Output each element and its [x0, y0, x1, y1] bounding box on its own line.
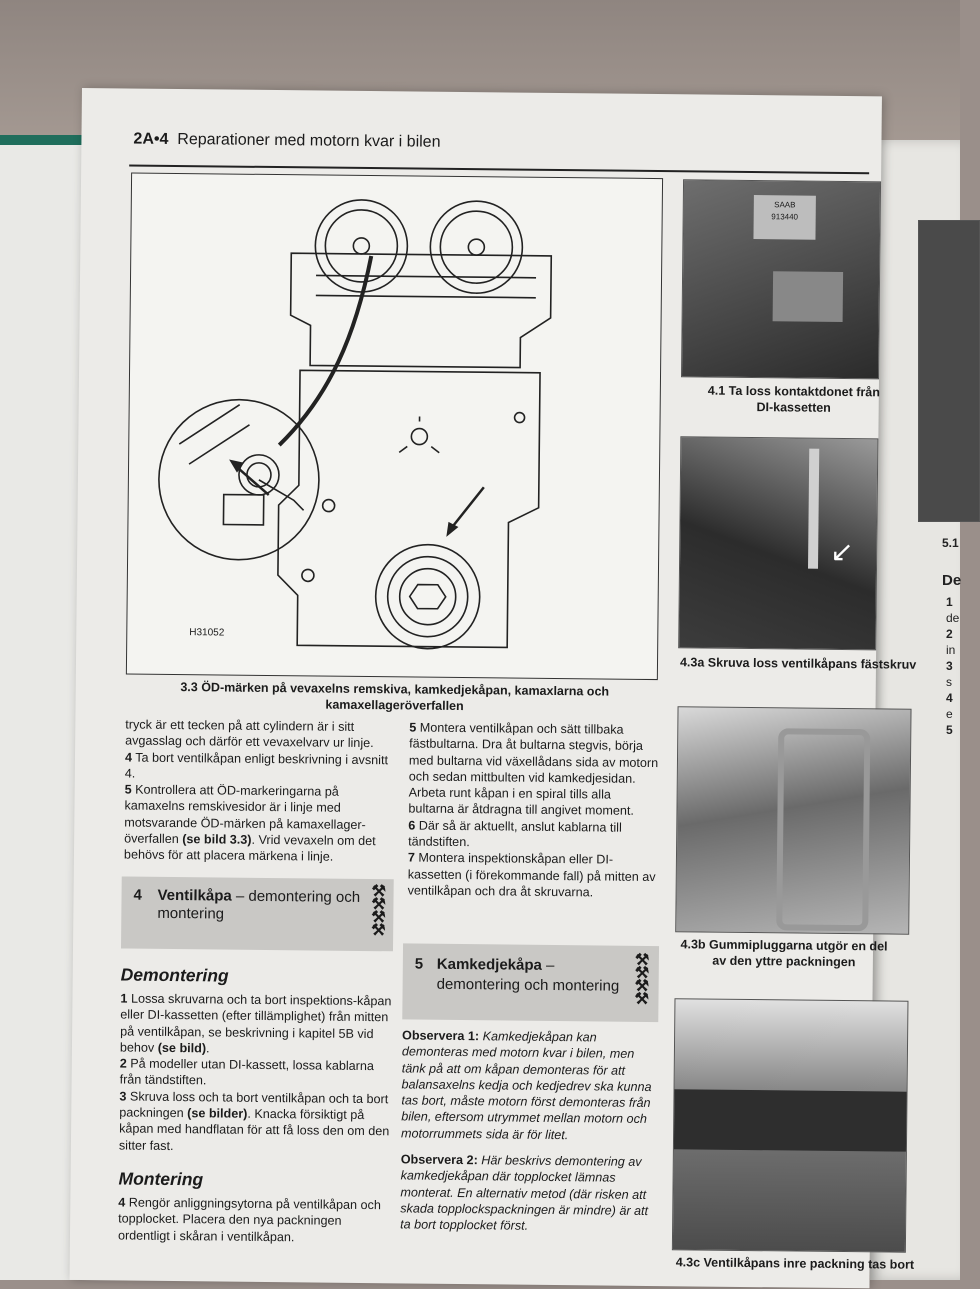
next-page-heading: De — [942, 572, 962, 589]
note-text: Här beskrivs demontering av kamkedjekåpan där topplocket lämnas monterat. En alternativ metod (där risken att skada topplockspackningen är mindre) är att ta bort topplocket först. — [400, 1153, 649, 1234]
step-text: Kontrollera att ÖD-markeringarna på kamaxelns remskivesidor är i linje med motsvarande ÖD-märken på kamaxellager-överfallen — [124, 782, 366, 847]
photo-caption-code: 4.3c — [675, 1255, 701, 1270]
next-page-line: 3 — [946, 659, 953, 673]
step-number: 2 — [119, 1056, 127, 1071]
photo-caption-text: Ventilkåpans inre packning tas bort — [703, 1255, 915, 1272]
paragraph — [120, 990, 393, 1058]
next-page-line: in — [946, 643, 956, 657]
step-number: 1 — [120, 991, 128, 1006]
step-text: På modeller utan DI-kassett, lossa kablarna från tändstiften. — [119, 1056, 374, 1088]
step-number: 3 — [119, 1089, 127, 1104]
figure-caption-line1: ÖD-märken på vevaxelns remskiva, kamkedjekåpan, kamaxlarna och — [201, 680, 610, 699]
section-4-heading — [121, 876, 394, 951]
step-number: 4 — [118, 1195, 126, 1210]
photo-caption-code: 4.3b — [680, 937, 706, 952]
subheading-demontering: Demontering — [120, 964, 229, 986]
page-header — [133, 131, 440, 152]
engine-diagram — [126, 173, 663, 681]
step-text: Montera ventilkåpan och sätt tillbaka fästbultarna. Dra åt bultarna stegvis, börja med bultarna vid växellådans sida av motorn och sedan mittbulten vid kamkedjesidan. Arbeta runt kåpan i en spiral tills alla bultarna är åtdragna till angivet moment. — [408, 720, 659, 819]
figure-code: H31052 — [189, 627, 225, 639]
photo-caption-code: 4.1 — [707, 383, 726, 398]
note-text: Kamkedjekåpan kan demonteras med motorn kvar i bilen, men tänk på att om kåpan demonteras för att balansaxelns kedja och kedjedrev ska kunna tas bort, måste motorn först demonteras från bilen, eftersom utrymmet mellan motorn och motorrummets sida är för litet. — [400, 1029, 652, 1142]
photo-caption-text: Skruva loss ventilkåpans fästskruv — [707, 655, 917, 672]
step-text: Där så är aktuellt, anslut kablarna till tändstiften. — [408, 818, 622, 850]
manual-page — [70, 88, 917, 1288]
figure-caption — [129, 679, 659, 717]
step-number: 7 — [407, 850, 416, 865]
connector — [773, 271, 844, 322]
next-page-line: 2 — [946, 627, 953, 641]
paragraph: tryck är ett tecken på att cylindern är i sitt avgasslag och därför ett vevaxelvarv ur linje. — [125, 717, 374, 751]
step-text: Rengör anliggningsytorna på ventilkåpan och topplocket. Placera den nya packningen ordentligt i skåran i ventilkåpan. — [117, 1195, 381, 1244]
next-page-line: de — [946, 611, 960, 625]
photo-caption-4-3a — [679, 654, 917, 672]
engine-drawing — [127, 174, 662, 680]
next-page-line: 5 — [946, 723, 953, 737]
paragraph — [125, 749, 395, 784]
connector-part-number: 913440 — [771, 212, 799, 222]
middle-column-top — [408, 719, 660, 901]
section-title-line2: montering — [157, 904, 225, 923]
next-page-line: 4 — [946, 691, 953, 705]
section-title-rest: – demontering och — [231, 887, 361, 906]
photo-caption-4-3c — [676, 1254, 916, 1273]
paragraph — [120, 1056, 392, 1091]
figure-caption-number: 3.3 — [180, 680, 198, 695]
left-column-top — [124, 716, 396, 865]
paragraph — [408, 817, 658, 852]
next-page-line: s — [946, 675, 952, 689]
section-5-heading — [402, 943, 659, 1022]
photo-4-3a — [678, 436, 878, 650]
montering-text — [118, 1194, 390, 1246]
photo-caption-4-3b — [679, 936, 889, 970]
photo-caption-code: 4.3a — [679, 655, 705, 670]
figure-reference: (se bilder) — [187, 1106, 248, 1121]
step-text: Ta bort ventilkåpan enligt beskrivning i avsnitt 4. — [124, 750, 389, 781]
connector-label — [753, 195, 815, 240]
page-title: Reparationer med motorn kvar i bilen — [177, 131, 441, 151]
section-title-rest: – — [541, 956, 555, 974]
next-page-line: e — [946, 707, 953, 721]
note — [400, 1151, 657, 1235]
paragraph — [408, 719, 659, 819]
step-number: 5 — [409, 720, 417, 735]
section-number: 5 — [414, 955, 424, 973]
next-page-caption: 5.1 — [942, 536, 959, 550]
subheading-montering: Montering — [118, 1168, 204, 1190]
step-text: Skruva loss och ta bort ventilkåpan och ta bort packningen — [119, 1089, 389, 1121]
section-title — [157, 887, 360, 906]
section-title-bold: Ventilkåpa — [157, 886, 232, 905]
step-number: 6 — [408, 818, 416, 833]
step-text: . — [205, 1041, 210, 1056]
section-title-line2: demontering och montering — [436, 975, 620, 995]
photo-caption-text: Gummipluggarna utgör en del av den yttre packningen — [708, 937, 888, 970]
connector-brand: SAAB — [774, 200, 796, 210]
section-title — [437, 956, 555, 974]
figure-caption-line2: kamaxellageröverfallen — [325, 697, 464, 714]
paragraph — [119, 1088, 392, 1156]
photo-4-3c — [672, 998, 909, 1252]
step-number: 5 — [124, 782, 132, 797]
valve-cover-gasket — [776, 728, 870, 931]
note-label: Observera 2: — [400, 1152, 478, 1168]
photo-caption-text: Ta loss kontaktdonet från DI-kassetten — [728, 383, 880, 415]
wrench-rating-icon: ⚒ ⚒ ⚒ ⚒ — [634, 951, 648, 1008]
figure-reference: (se bild) — [157, 1040, 207, 1056]
next-page-line: 1 — [946, 595, 953, 609]
step-number: 4 — [124, 750, 133, 765]
paragraph — [118, 1194, 390, 1246]
section-number: 4 — [133, 886, 142, 904]
screwdriver — [808, 449, 819, 569]
paragraph — [124, 782, 395, 866]
section-5-notes — [400, 1027, 658, 1235]
step-text: Montera inspektionskåpan eller DI-kassetten (i förekommande fall) på mitten av ventilkåpan och dra åt skruvarna. — [407, 850, 656, 900]
photo-4-1 — [681, 179, 881, 379]
section-title-bold: Kamkedjekåpa — [436, 955, 542, 974]
paragraph — [408, 850, 658, 902]
arrow-icon: ↙ — [830, 535, 854, 568]
photo-caption-4-1 — [699, 382, 889, 416]
next-page-photo — [918, 220, 980, 522]
step-text: Lossa skruvarna och ta bort inspektions-kåpan eller DI-kassetten (efter tillämplighet) från mitten på ventilkåpan, se beskrivning i kapitel 5B vid behov — [119, 991, 392, 1055]
page-code: 2A•4 — [133, 130, 169, 148]
demontering-text — [119, 990, 393, 1156]
wrench-rating-icon: ⚒ ⚒ ⚒ ⚒ — [371, 883, 385, 940]
engine-head — [674, 1089, 907, 1151]
step-text: . Knacka försiktigt på kåpan med handflatan för att få loss den om den sitter fast. — [118, 1106, 390, 1153]
figure-reference: (se bild 3.3) — [182, 832, 252, 847]
note-label: Observera 1: — [402, 1028, 480, 1044]
photo-4-3b — [675, 706, 911, 934]
step-text: . Vrid vevaxeln om det behövs för att placera märkena i linje. — [123, 832, 376, 865]
note — [401, 1027, 658, 1144]
